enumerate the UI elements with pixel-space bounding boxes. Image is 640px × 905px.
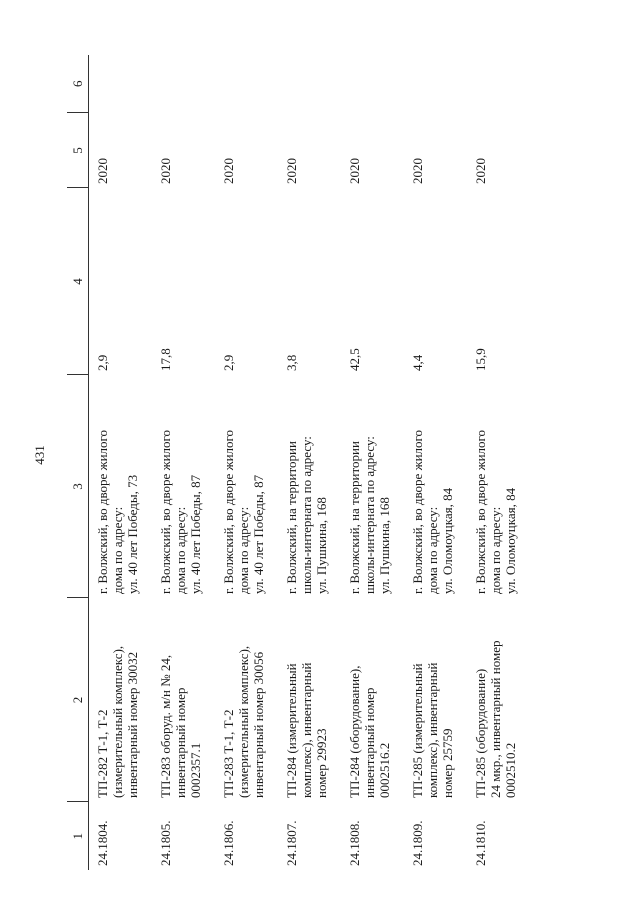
object-name-cell-line: 0002357.1 [187,742,203,798]
object-name-cell-line: инвентарный номер [172,687,188,798]
note-cell [467,55,530,113]
year-cell: 2020 [472,158,488,184]
note-cell [152,55,215,113]
row-number-cell: 24.1809. [409,820,425,866]
address-cell-line: ул. Пушкина, 168 [313,497,329,594]
table-row [89,55,152,870]
row-number-cell: 24.1804. [95,820,110,866]
header-row [67,55,89,870]
address-cell-line: дома по адресу: [424,506,440,594]
header-col-2: 2 [67,598,89,802]
year-cell: 2020 [95,158,110,184]
year-cell: 2020 [220,158,236,184]
object-name-cell-line: ТП-285 (оборудование) [472,668,488,798]
object-name-cell-line: 0002516.2 [376,742,392,798]
object-name-cell-line: номер 25759 [439,728,455,798]
object-name-cell-line: инвентарный номер [361,687,377,798]
address-cell-line: ул. 40 лет Победы, 87 [250,474,266,594]
header-col-6: 6 [67,55,89,113]
header-col-5: 5 [67,113,89,188]
table-row [152,55,215,870]
object-name-cell-line: инвентарный номер 30032 [125,651,140,798]
table-row [404,55,467,870]
object-name-cell-line: ТП-283 оборуд. м/н № 24, [157,654,173,798]
note-cell [215,55,278,113]
object-name-cell [278,598,341,802]
address-cell-line: г. Волжский, во дворе жилого [157,429,173,594]
address-cell-line: школы-интерната по адресу: [298,436,314,594]
row-number-cell: 24.1810. [472,820,488,866]
year-cell: 2020 [409,158,425,184]
address-cell-line: г. Волжский, на территории [283,441,299,594]
address-cell-line: г. Волжский, во дворе жилого [409,429,425,594]
table-header [67,55,89,870]
object-name-cell [89,598,152,802]
note-cell [89,55,152,113]
address-cell [152,375,215,598]
rotated-table-container [67,55,613,870]
value-cell: 17,8 [157,348,173,371]
address-cell [467,375,530,598]
address-cell-line: ул. Оломоуцкая, 84 [439,487,455,594]
address-cell-line: ул. 40 лет Победы, 73 [125,474,140,594]
object-name-cell-line: инвентарный номер 30056 [250,651,266,798]
page-number: 431 [32,445,47,465]
address-cell-line: дома по адресу: [487,506,503,594]
address-cell-line: г. Волжский, во дворе жилого [472,429,488,594]
header-col-4: 4 [67,188,89,375]
address-cell-line: г. Волжский, во дворе жилого [220,429,236,594]
object-name-cell-line: (измерительный комплекс), [110,645,125,798]
address-cell-line: ул. 40 лет Победы, 87 [187,474,203,594]
address-cell-line: дома по адресу: [110,506,125,594]
address-cell [278,375,341,598]
note-cell [341,55,404,113]
address-cell-line: ул. Оломоуцкая, 84 [502,487,518,594]
value-cell: 3,8 [283,354,299,371]
object-name-cell-line: 24 мкр., инвентарный номер [487,640,503,798]
object-name-cell-line: ТП-282 Т-1, Т-2 [95,709,110,798]
object-name-cell [341,598,404,802]
note-cell [278,55,341,113]
object-name-cell-line: ТП-284 (оборудование), [346,665,362,798]
address-cell-line: школы-интерната по адресу: [361,436,377,594]
address-cell-line: г. Волжский, на территории [346,441,362,594]
address-cell-line: г. Волжский, во дворе жилого [95,429,110,594]
object-name-cell [152,598,215,802]
value-cell: 4,4 [409,354,425,371]
value-cell: 42,5 [346,348,362,371]
object-name-cell-line: комплекс), инвентарный [298,662,314,798]
year-cell: 2020 [157,158,173,184]
object-name-cell-line: ТП-283 Т-1, Т-2 [220,709,236,798]
registry-table [67,55,530,870]
address-cell [404,375,467,598]
address-cell-line: ул. Пушкина, 168 [376,497,392,594]
object-name-cell-line: (измерительный комплекс), [235,645,251,798]
table-body [89,55,530,870]
row-number-cell: 24.1808. [346,820,362,866]
row-number-cell: 24.1806. [220,820,236,866]
object-name-cell-line: 0002510.2 [502,742,518,798]
value-cell: 2,9 [95,354,110,371]
address-cell-line: дома по адресу: [172,506,188,594]
header-col-1: 1 [67,802,89,870]
table-row [341,55,404,870]
header-col-3: 3 [67,375,89,598]
value-cell: 15,9 [472,348,488,371]
table-row [467,55,530,870]
row-number-cell: 24.1807. [283,820,299,866]
object-name-cell-line: номер 29923 [313,728,329,798]
note-cell [404,55,467,113]
object-name-cell [215,598,278,802]
object-name-cell-line: ТП-284 (измерительный [283,663,299,798]
table-row [215,55,278,870]
address-cell-line: дома по адресу: [235,506,251,594]
year-cell: 2020 [283,158,299,184]
table-row [278,55,341,870]
address-cell [89,375,152,598]
object-name-cell-line: комплекс), инвентарный [424,662,440,798]
address-cell [341,375,404,598]
object-name-cell [404,598,467,802]
row-number-cell: 24.1805. [157,820,173,866]
object-name-cell-line: ТП-285 (измерительный [409,663,425,798]
object-name-cell [467,598,530,802]
address-cell [215,375,278,598]
value-cell: 2,9 [220,354,236,371]
year-cell: 2020 [346,158,362,184]
